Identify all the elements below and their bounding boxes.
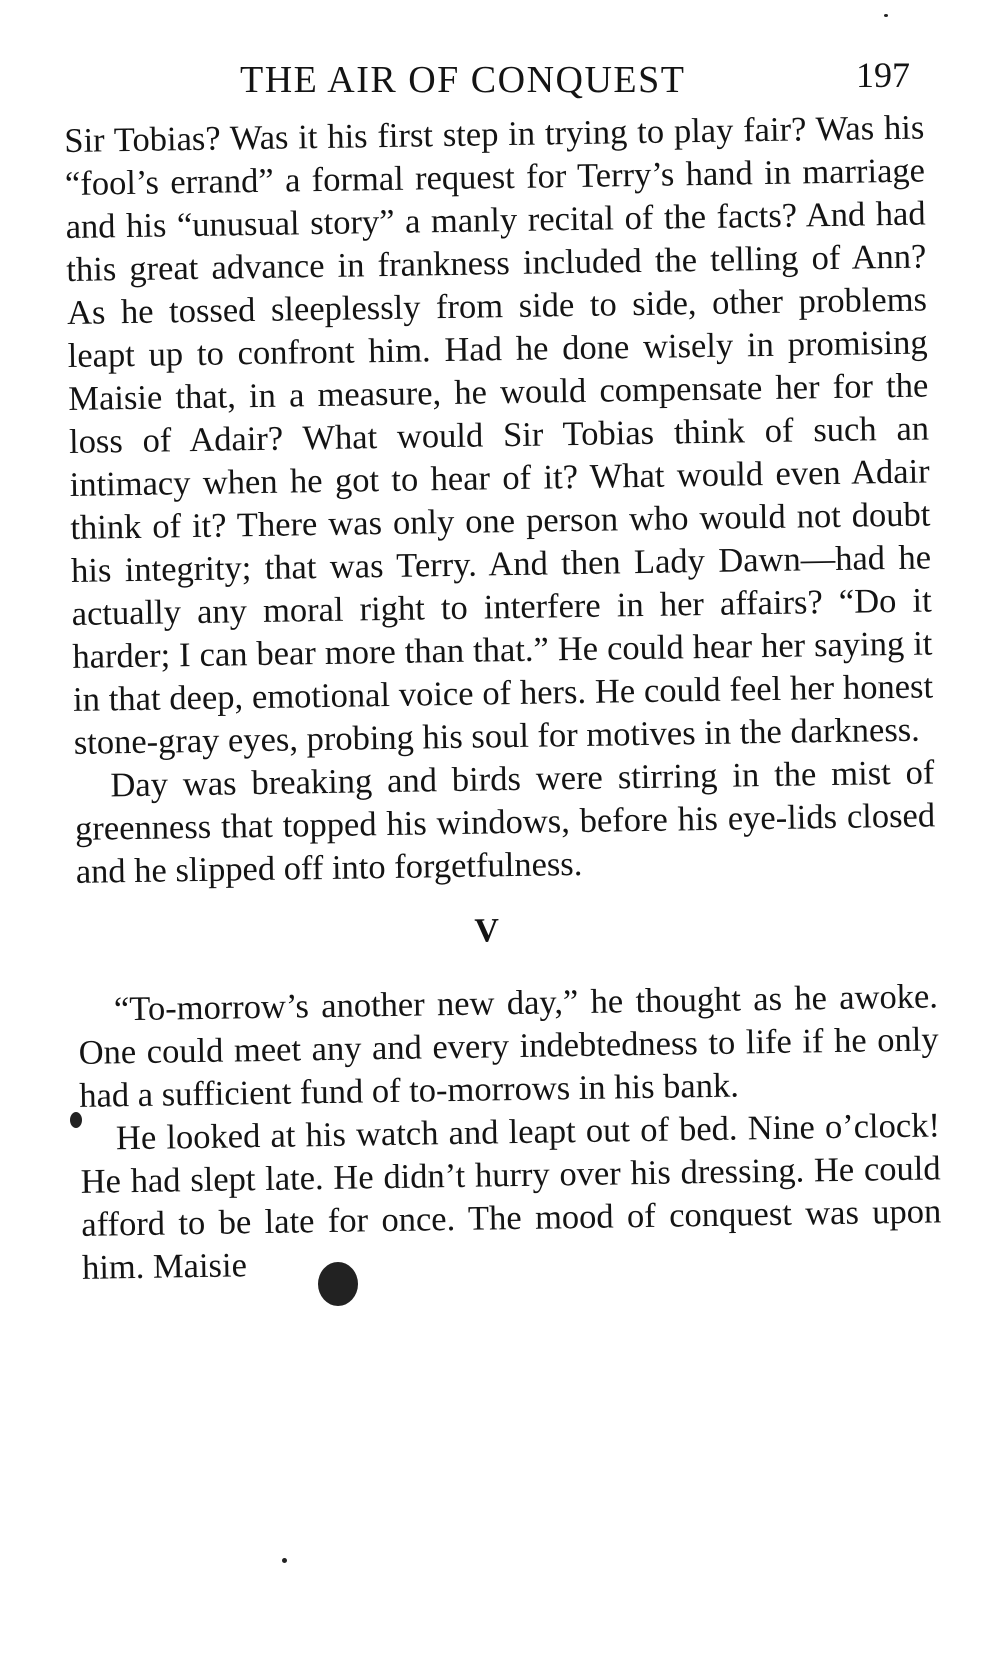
- ink-speck: [884, 14, 888, 17]
- body-text: [64, 106, 942, 1289]
- ink-blot: [318, 1262, 358, 1306]
- paragraph-continuation: Sir Tobias? Was it his first step in trying to play fair? Was his “fool’s errand” a formal request for Terry’s hand in marriage and his “unusual story” a manly recital of the facts? And had this great advance in frankness included the telling of Ann? As he tossed sleeplessly from side to side, other problems leapt up to confront him. Had he done wisely in promising Maisie that, in a measure, he would compensate her for the loss of Adair? What would Sir Tobias think of such an intimacy when he got to hear of it? What would even Adair think of it? There was only one person who would not doubt his integrity; that was Terry. And then Lady Dawn—had he actually any moral right to interfere in her affairs? “Do it harder; I can bear more than that.” He could hear her saying it in that deep, emotional voice of hers. He could feel her honest stone-gray eyes, probing his soul for motives in the darkness.: [64, 108, 934, 762]
- running-head: [60, 55, 930, 108]
- page-number: 197: [856, 55, 910, 95]
- ink-blot: [70, 1112, 82, 1128]
- section-heading: V: [474, 912, 500, 950]
- paragraph-daybreak: Day was breaking and birds were stirring in the mist of greenness that topped his windows, before his eye-lids closed and he slipped off into forgetfulness.: [74, 753, 936, 891]
- ink-speck: [282, 1558, 287, 1563]
- running-title: THE AIR OF CONQUEST: [240, 59, 686, 101]
- paragraph-tomorrow: “To-morrow’s another new day,” he thought as he awoke. One could meet any and every indebtedness to life if he only had a sufficient fund of to-morrows in his bank.: [78, 977, 939, 1115]
- paragraph-watch: He looked at his watch and leapt out of bed. Nine o’clock! He had slept late. He didn’t hurry over his dressing. He could afford to be late for once. The mood of conquest was upon him. Maisie: [80, 1106, 942, 1287]
